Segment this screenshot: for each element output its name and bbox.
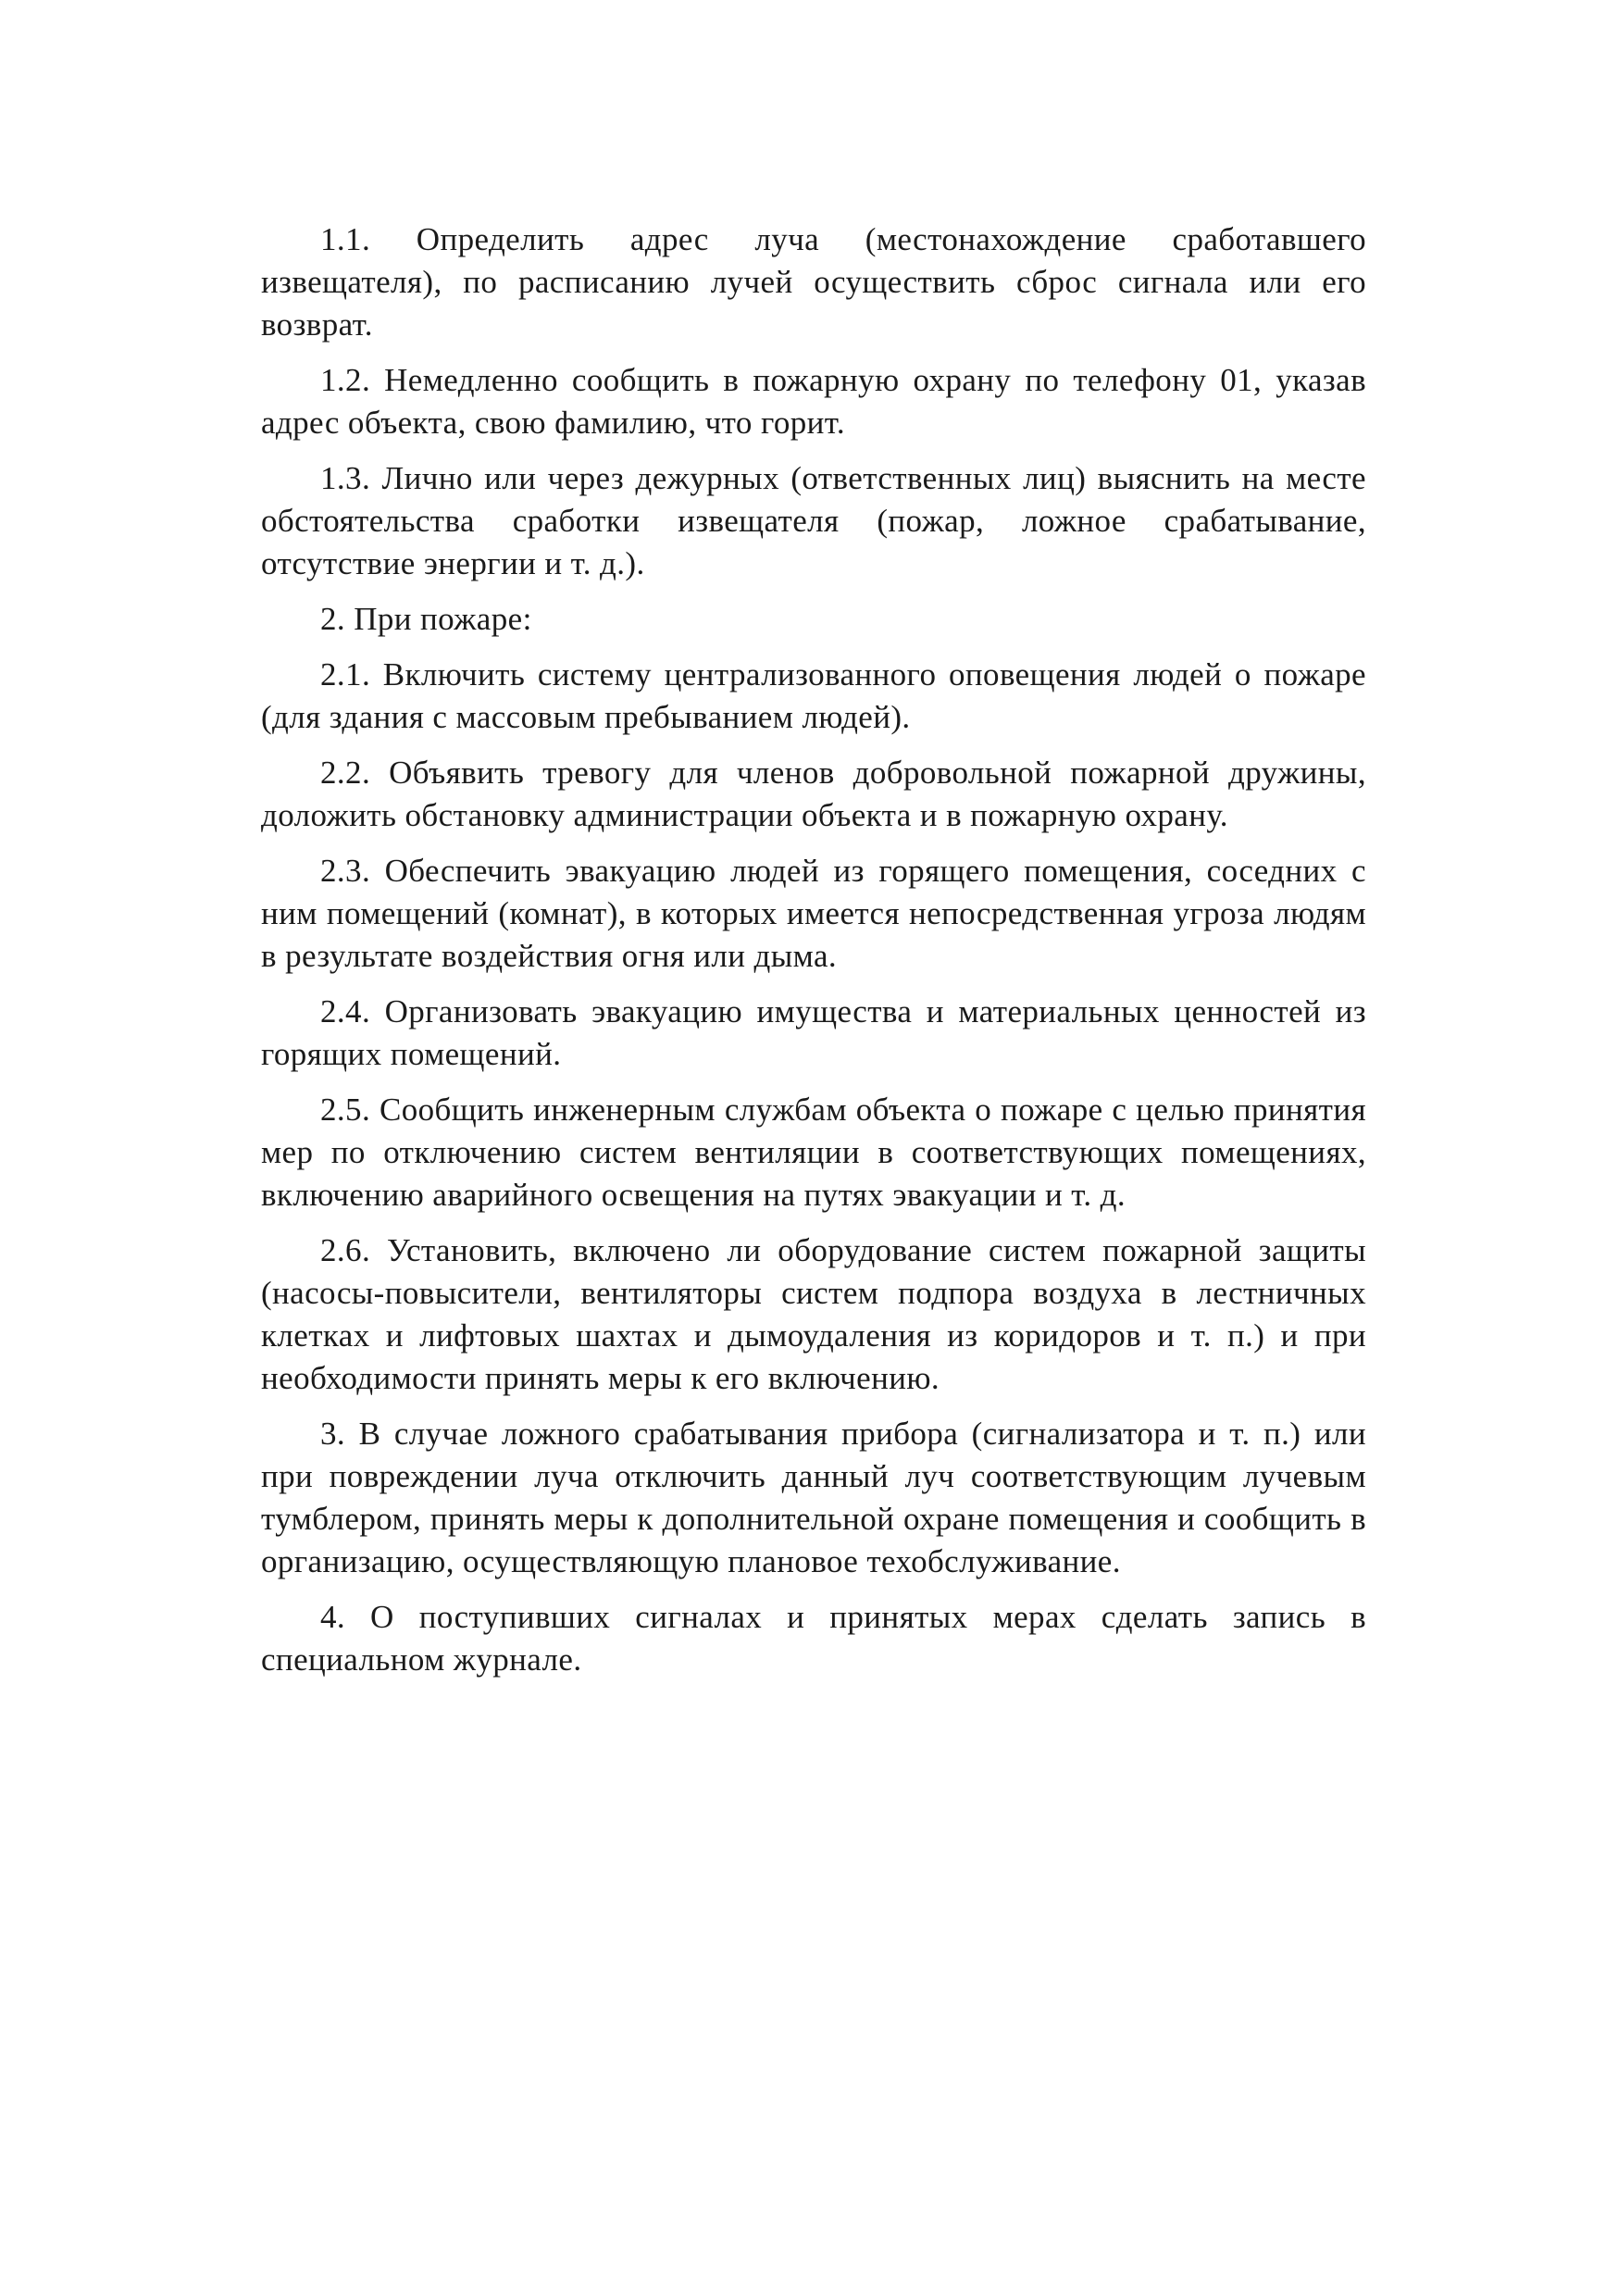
paragraph-1-3: 1.3. Лично или через дежурных (ответственных лиц) выяснить на месте обстоятельства сработки извещателя (пожар, ложное срабатывание, отсутствие энергии и т. д.).	[261, 460, 1366, 581]
paragraph-2-4: 2.4. Организовать эвакуацию имущества и материальных ценностей из горящих помещений.	[261, 993, 1366, 1072]
paragraph-2-3: 2.3. Обеспечить эвакуацию людей из горящего помещения, соседних с ним помещений (комнат), в которых имеется непосредственная угроза людям в результате воздействия огня или дыма.	[261, 853, 1366, 974]
paragraph-2-5: 2.5. Сообщить инженерным службам объекта о пожаре с целью принятия мер по отключению систем вентиляции в соответствующих помещениях, включению аварийного освещения на путях эвакуации и т. д.	[261, 1092, 1366, 1213]
paragraph-1-1: 1.1. Определить адрес луча (местонахождение сработавшего извещателя), по расписанию лучей осуществить сброс сигнала или его возврат.	[261, 221, 1366, 343]
paragraph-2-6: 2.6. Установить, включено ли оборудование систем пожарной защиты (насосы-повысители, вентиляторы систем подпора воздуха в лестничных клетках и лифтовых шахтах и дымоудаления из коридоров и т. п.) и при необходимости принять меры к его включению.	[261, 1232, 1366, 1396]
paragraph-3: 3. В случае ложного срабатывания прибора (сигнализатора и т. п.) или при повреждении луча отключить данный луч соответствующим лучевым тумблером, принять меры к дополнительной охране помещения и сообщить в организацию, осуществляющую плановое техобслуживание.	[261, 1416, 1366, 1579]
paragraph-2-heading: 2. При пожаре:	[320, 601, 532, 637]
paragraph-1-2: 1.2. Немедленно сообщить в пожарную охрану по телефону 01, указав адрес объекта, свою фамилию, что горит.	[261, 362, 1366, 441]
paragraph-2-1: 2.1. Включить систему централизованного оповещения людей о пожаре (для здания с массовым пребыванием людей).	[261, 656, 1366, 735]
paragraph-4: 4. О поступивших сигналах и принятых мерах сделать запись в специальном журнале.	[261, 1599, 1366, 1678]
paragraph-2-2: 2.2. Объявить тревогу для членов добровольной пожарной дружины, доложить обстановку администрации объекта и в пожарную охрану.	[261, 755, 1366, 833]
document-body	[261, 218, 1366, 1694]
